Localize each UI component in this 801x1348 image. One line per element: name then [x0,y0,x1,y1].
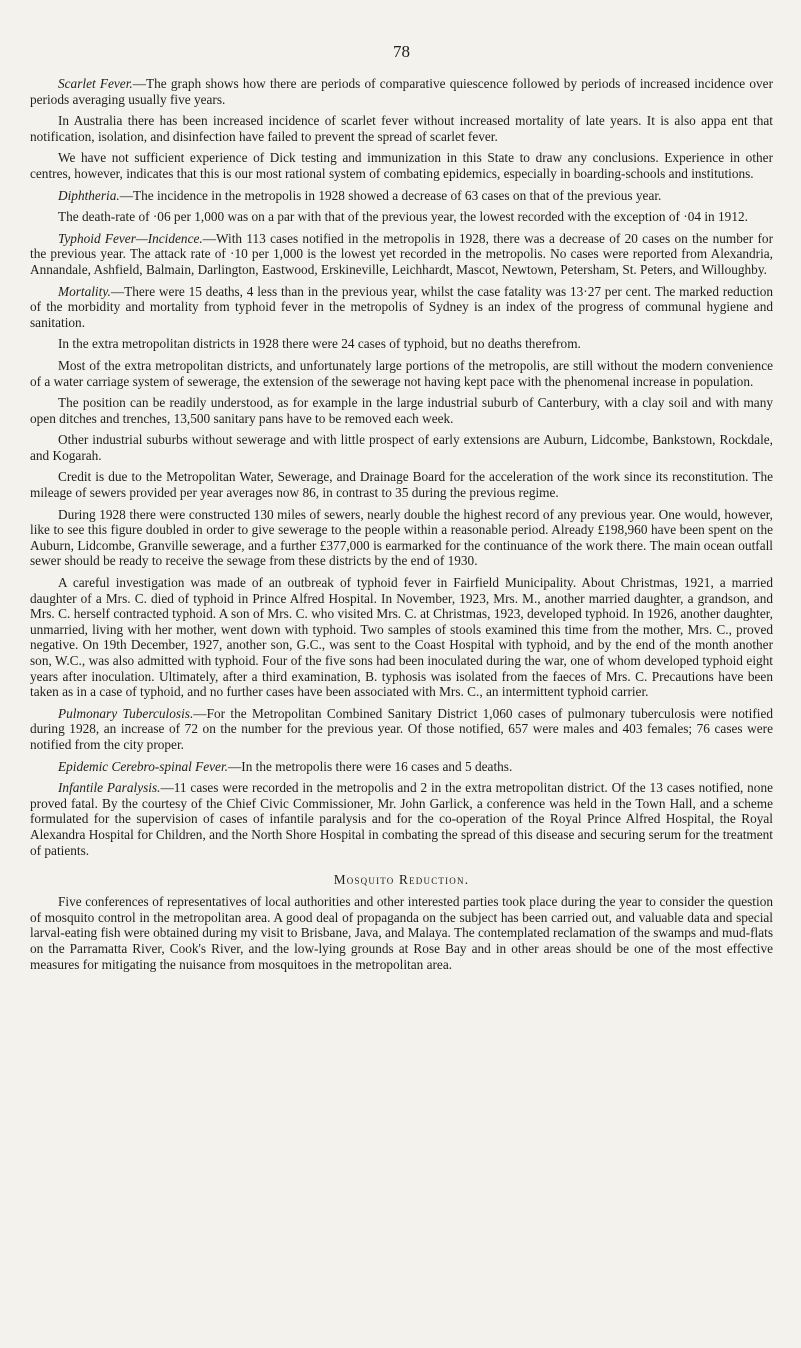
paragraph-text: The position can be readily understood, as for example in the large industrial suburb of Canterbury, with a clay soil and with many open ditches and trenches, 13,500 sanitary pans have to be removed each week. [30,395,773,426]
paragraph-lead: Diphtheria. [58,187,120,203]
paragraph-text: Other industrial suburbs without sewerage and with little prospect of early extensions are Auburn, Lidcombe, Bankstown, Rockdale, and Kogarah. [30,432,773,463]
paragraph [30,76,773,107]
paragraph [30,706,773,753]
paragraph-lead: Scarlet Fever. [58,76,133,91]
paragraph-text: —In the metropolis there were 16 cases and 5 deaths. [227,758,513,774]
paragraph [30,358,773,389]
paragraph [30,432,773,463]
paragraph-text: Five conferences of representatives of local authorities and other interested parties took place during the year to consider the question of mosquito control in the metropolitan area. A good deal of propaganda on the subject has been carried out, and valuable data and special larval-eating fish were obtained during my visit to Brisbane, Java, and Malaya. The contemplated reclamation of the swamps and mud-flats on the Parramatta River, Cook's River, and the low-lying grounds at Rose Bay and in other areas should be one of the most effective measures for mitigating the nuisance from mosquitoes in the metropolitan area. [30,894,773,972]
paragraph-lead: Infantile Paralysis. [58,780,161,796]
paragraph [30,113,773,144]
paragraph-text: A careful investigation was made of an outbreak of typhoid fever in Fairfield Municipality. About Christmas, 1921, a married daughter of a Mrs. C. died of typhoid in Prince Alfred Hospital. In November, 1923, Mrs. M., another married daughter, a grandson, and Mrs. C. herself contracted typhoid. A son of Mrs. C. who visited Mrs. C. at Christmas, 1923, developed typhoid. In 1926, another daughter, unmarried, living with her mother, went down with typhoid. Two samples of stools examined this time from the mother, Mrs. C., proved negative. On 19th December, 1927, another son, G.C., was sent to the Coast Hospital with typhoid, and by the end of the month another son, W.C., was also admitted with typhoid. Four of the five sons had been inoculated during the war, one of whom developed typhoid eight years after inoculation. Ultimately, after a third examination, B. typhosis was isolated from the faeces of Mrs. C. Precautions have been taken as in a case of typhoid, and no further cases have been associated with Mrs. C., an intermittent typhoid carrier. [30,575,773,700]
section-heading: Mosquito Reduction. [333,872,470,888]
paragraph [30,188,773,204]
paragraph-text: In the extra metropolitan districts in 1928 there were 24 cases of typhoid, but no deaths therefrom. [58,336,581,352]
paragraph-lead: Mortality. [58,283,111,299]
paragraph-text: During 1928 there were constructed 130 miles of sewers, nearly double the highest record of any previous year. One would, however, like to see this figure doubled in order to give sewerage to the people within a reasonable period. Already £198,960 have been spent on the Auburn, Lidcombe, Granville sewerage, and a further £377,000 is earmarked for the continuance of the work there. The main ocean outfall sewer should be ready to receive the sewage from these districts by the end of 1930. [30,506,773,569]
page-number: 78 [393,42,410,61]
paragraph-text: —The graph shows how there are periods of comparative quiescence followed by periods of increased incidence over periods averaging usually five years. [30,76,774,107]
paragraph [30,759,773,775]
paragraph-text: Most of the extra metropolitan districts, and unfortunately large portions of the metropolis, are still without the modern convenience of a water carriage system of sewerage, the extension of the sewerage not having kept pace with the phenomenal increase in population. [30,357,773,389]
paragraph-text: —For the Metropolitan Combined Sanitary District 1,060 cases of pulmonary tuberculosis were notified during 1928, an increase of 72 on the number for the previous year. Of those notified, 657 were males and 403 females; 76 cases were notified from the city proper. [30,705,773,752]
paragraph [30,209,773,225]
paragraph-text: —With 113 cases notified in the metropolis in 1928, there was a decrease of 20 cases on the number for the previous year. The attack rate of ·10 per 1,000 is the lowest yet recorded in the metropolis. No cases were reported from Alexandria, Annandale, Ashfield, Balmain, Darlington, Eastwood, Erskineville, Leichhardt, Mascot, Newtown, Petersham, St. Peters, and Willoughby. [30,230,774,277]
paragraph-text: The death-rate of ·06 per 1,000 was on a par with that of the previous year, the lowest recorded with the exception of ·04 in 1912. [58,209,748,225]
paragraph [30,395,773,426]
paragraph-text: We have not sufficient experience of Dick testing and immunization in this State to draw any conclusions. Experience in other centres, however, indicates that this is our most rational system of combating epidemics, especially in boarding-schools and institutions. [30,150,773,181]
paragraph-lead: Pulmonary Tuberculosis. [58,705,194,721]
paragraph [30,231,773,278]
paragraph-text: —The incidence in the metropolis in 1928 showed a decrease of 63 cases on that of the previous year. [119,187,662,203]
paragraph [30,150,773,181]
paragraph-text: In Australia there has been increased incidence of scarlet fever without increased mortality of late years. It is also appa ent that notification, isolation, and disinfection have failed to prevent the spread of scarlet fever. [30,113,773,144]
paragraph [30,284,773,331]
paragraph-lead: Typhoid Fever—Incidence. [58,230,203,246]
paragraph [30,894,773,972]
paragraph [30,469,773,500]
paragraph-text: —11 cases were recorded in the metropolis and 2 in the extra metropolitan district. Of the 13 cases notified, none proved fatal. By the courtesy of the Chief Civic Commissioner, Mr. John Garlick, a conference was held in the Town Hall, and a scheme formulated for the supervision of cases of infantile paralysis and for the co-operation of the Royal Prince Alfred Hospital, the Royal Alexandra Hospital for Children, and the North Shore Hospital in combating the spread of this disease and securing serum for the treatment of patients. [30,780,774,858]
body-text [30,76,773,972]
paragraph [30,575,773,700]
paragraph [30,336,773,352]
paragraph [30,507,773,569]
paragraph [30,780,773,858]
paragraph-text: —There were 15 deaths, 4 less than in the previous year, whilst the case fatality was 13·27 per cent. The marked reduction of the morbidity and mortality from typhoid fever in the metropolis of Sydney is an index of the progress of communal hygiene and sanitation. [30,283,773,330]
paragraph-lead: Epidemic Cerebro-spinal Fever. [58,758,228,774]
paragraph-text: Credit is due to the Metropolitan Water, Sewerage, and Drainage Board for the acceleration of the work since its reconstitution. The mileage of sewers provided per year averages now 86, in contrast to 35 during the previous regime. [30,469,773,501]
